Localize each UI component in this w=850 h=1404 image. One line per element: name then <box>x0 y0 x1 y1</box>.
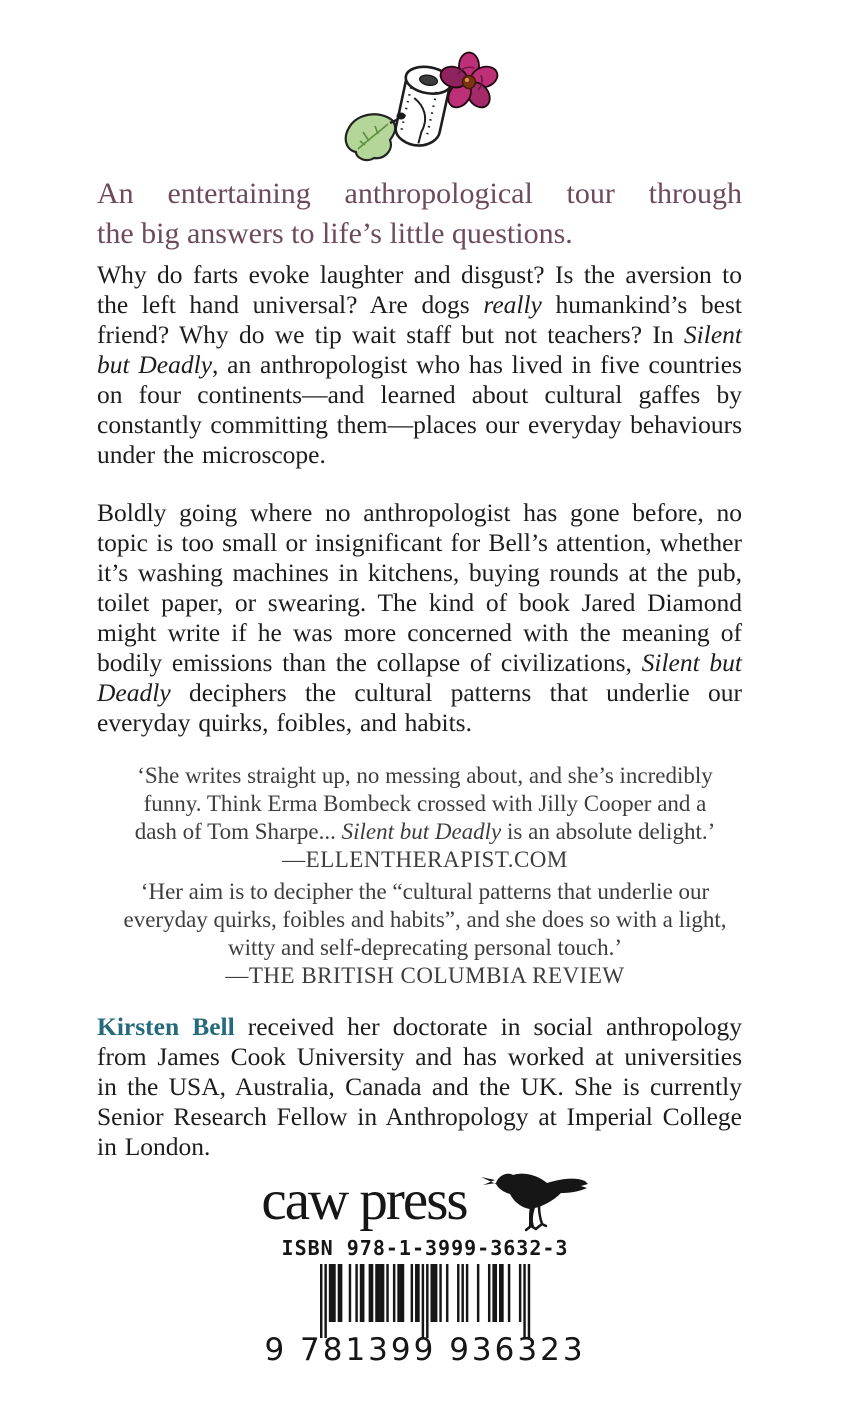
publisher-name: caw press <box>261 1169 467 1232</box>
crow-icon <box>477 1168 589 1238</box>
publisher-block <box>0 1169 850 1368</box>
barcode-icon <box>318 1264 532 1340</box>
synopsis-paragraph-2: Boldly going where no anthropologist has gone before, no topic is too small or insignificant for Bell’s attention, whether it’s washing machines in kitchens, buying rounds at the pub, toilet paper, or swearing. The kind of book Jared Diamond might write if he was more concerned with the meaning of bodily emissions than the collapse of civilizations, Silent but Deadly deciphers the cultural patterns that underlie our everyday quirks, foibles, and habits. <box>97 498 742 737</box>
author-bio: Kirsten Bell received her doctorate in social anthropology from James Cook University and has worked at universities in the USA, Australia, Canada and the UK. She is currently Senior Research Fellow in Anthropology at Imperial College in London. <box>97 1012 742 1161</box>
tagline: An entertaining anthropological tour through the big answers to life’s little questions. <box>97 177 742 250</box>
isbn-label: ISBN 978-1-3999-3632-3 <box>281 1236 569 1260</box>
review-quote-1: ‘She writes straight up, no messing about, and she’s incredibly funny. Think Erma Bombeck crossed with Jilly Cooper and a dash of Tom Sharpe... Silent but Deadly is an absolute delight.’ <box>134 763 716 844</box>
barcode-digits: 9 781399 936323 <box>264 1332 586 1368</box>
cover-illustration <box>330 44 520 166</box>
cover-illustration-svg <box>330 44 520 166</box>
synopsis-paragraph-1: Why do farts evoke laughter and disgust? Is the aversion to the left hand universal? Are dogs really humankind’s best friend? Why do we tip wait staff but not teachers? In Silent but Deadly, an anthropologist who has lived in five countries on four continents—and learned about cultural gaffes by constantly committing them—places our everyday behaviours under the microscope. <box>97 260 742 469</box>
publisher-logo <box>0 1169 850 1236</box>
review-attribution-2: —THE BRITISH COLUMBIA REVIEW <box>225 963 625 988</box>
review-quotes <box>85 762 765 990</box>
bug-icon <box>397 113 406 120</box>
review-attribution-1: —ELLENTHERAPIST.COM <box>282 847 568 872</box>
book-back-cover <box>0 44 850 1404</box>
review-quote-2: ‘Her aim is to decipher the “cultural patterns that underlie our everyday quirks, foibles and habits”, and she does so with a light, witty and self-deprecating personal touch.’ <box>123 879 727 960</box>
